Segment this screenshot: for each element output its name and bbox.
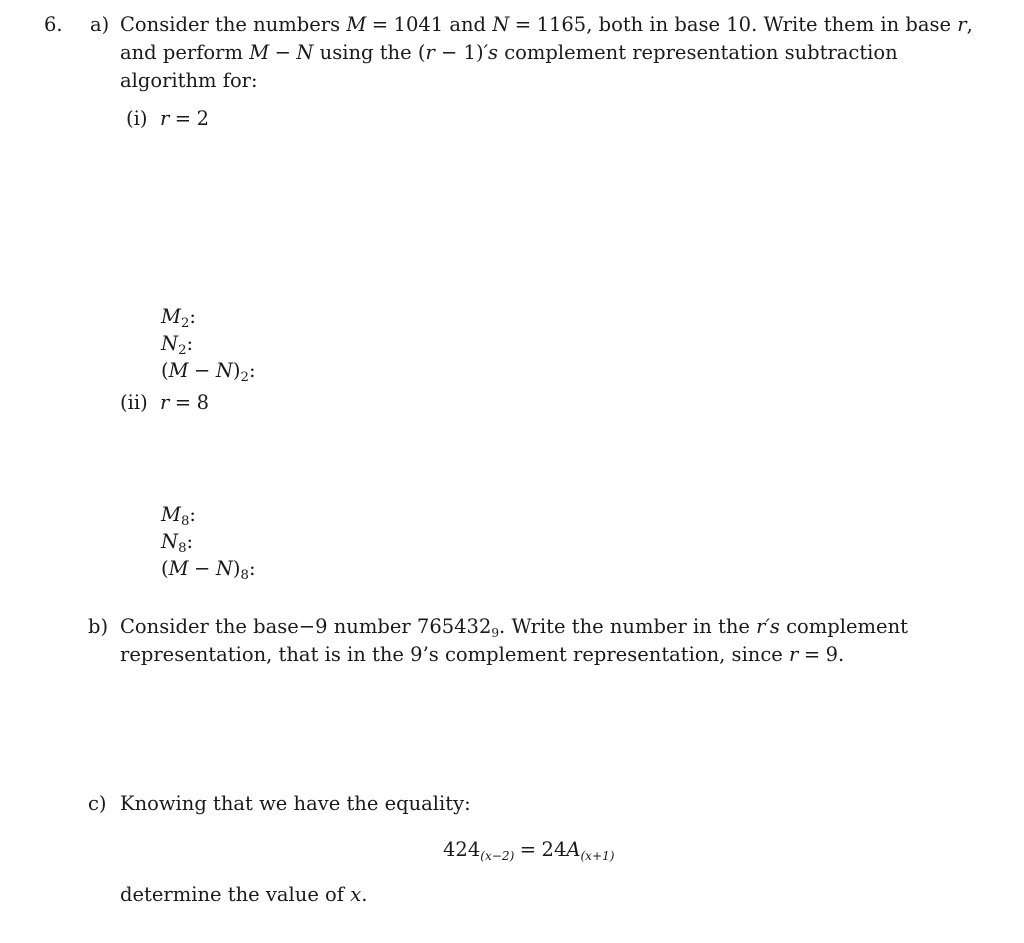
- colon: :: [186, 530, 194, 553]
- question-number: 6.: [44, 13, 63, 36]
- equals: =: [174, 391, 192, 414]
- rhs-base: (x+1): [580, 848, 615, 863]
- answer-row-diff-2: [161, 359, 256, 386]
- minus: −: [274, 41, 291, 64]
- subscript: 8: [240, 568, 249, 584]
- subscript: 8: [180, 514, 190, 530]
- part-a-label: a): [90, 13, 110, 36]
- math-r: r: [957, 13, 967, 36]
- base-9-number: 765432: [416, 615, 492, 638]
- part-c-line-2: [120, 885, 367, 905]
- text: . Write the number in the: [499, 615, 750, 638]
- subscript: 2: [240, 370, 249, 386]
- math-N: N: [215, 359, 233, 382]
- part-c-label: c): [88, 792, 107, 815]
- part-a-line-3: algorithm for:: [120, 69, 258, 92]
- paren-open: (: [161, 557, 169, 580]
- text: determine the value of: [120, 883, 345, 906]
- paren-close: ): [232, 359, 241, 382]
- math-M: M: [161, 305, 181, 328]
- paren-open: (: [161, 359, 169, 382]
- equals: =: [371, 13, 389, 36]
- M-value: 1041: [393, 13, 444, 36]
- rhs-digit-A: A: [566, 838, 581, 861]
- colon: :: [189, 305, 196, 328]
- math-r: r: [789, 643, 799, 666]
- math-N: N: [296, 41, 314, 64]
- equals: =: [803, 643, 821, 666]
- answer-row-M8: [161, 503, 196, 530]
- math-M: M: [168, 359, 189, 382]
- math-N: N: [161, 530, 179, 553]
- math-r: r: [160, 391, 170, 414]
- value: 8: [196, 391, 209, 414]
- answer-row-diff-8: [161, 557, 256, 584]
- sub-i-label: (i): [126, 107, 148, 130]
- part-b-line-2: [120, 645, 844, 665]
- text: − 1): [441, 41, 484, 64]
- rhs-number: 24: [541, 838, 567, 861]
- equals: =: [519, 838, 537, 861]
- value: 2: [196, 107, 209, 130]
- text: representation, that is in the 9’s complement representation, since: [120, 643, 783, 666]
- sub-ii-condition: [160, 393, 209, 413]
- paren-close: ): [232, 557, 241, 580]
- N-value: 1165,: [536, 13, 593, 36]
- answer-row-N2: [161, 332, 194, 359]
- colon: :: [248, 359, 256, 382]
- period: .: [361, 883, 368, 906]
- text: and perform: [120, 41, 243, 64]
- equals: =: [174, 107, 192, 130]
- subscript: 2: [180, 316, 190, 332]
- answer-row-M2: [161, 305, 196, 332]
- subscript: 8: [178, 541, 187, 557]
- math-M: M: [161, 503, 181, 526]
- math-N: N: [492, 13, 510, 36]
- lhs-base: (x−2): [480, 848, 515, 863]
- subscript: 2: [178, 343, 187, 359]
- text: Consider the numbers: [120, 13, 341, 36]
- minus: −: [194, 557, 211, 580]
- sub-i-condition: [160, 109, 209, 129]
- math-M: M: [346, 13, 367, 36]
- part-a-line-2: [120, 43, 898, 63]
- part-b-label: b): [88, 615, 109, 638]
- text: Consider the base−9 number: [120, 615, 411, 638]
- part-b-line-1: [120, 615, 908, 640]
- text: complement representation subtraction: [504, 41, 898, 64]
- colon: :: [248, 557, 256, 580]
- math-M: M: [249, 41, 270, 64]
- math-r: r: [425, 41, 435, 64]
- part-c-line-1: Knowing that we have the equality:: [120, 792, 471, 815]
- text: and: [449, 13, 487, 36]
- math-N: N: [215, 557, 233, 580]
- prime-s: ′s: [483, 41, 498, 64]
- comma: ,: [966, 13, 973, 36]
- math-M: M: [168, 557, 189, 580]
- text: using the (: [319, 41, 426, 64]
- sub-ii-label: (ii): [120, 391, 148, 414]
- text: both in base 10. Write them in base: [598, 13, 952, 36]
- equals: =: [514, 13, 532, 36]
- base-subscript: 9: [491, 625, 500, 640]
- value: 9.: [825, 643, 845, 666]
- lhs-number: 424: [443, 838, 481, 861]
- colon: :: [186, 332, 194, 355]
- part-a-line-1: [120, 15, 973, 35]
- math-r: r: [160, 107, 170, 130]
- math-x: x: [350, 883, 362, 906]
- minus: −: [194, 359, 211, 382]
- answer-row-N8: [161, 530, 194, 557]
- colon: :: [189, 503, 196, 526]
- equality-equation: [443, 838, 615, 863]
- math-N: N: [161, 332, 179, 355]
- math-r: r: [756, 615, 766, 638]
- text: complement: [786, 615, 908, 638]
- prime-s: ′s: [765, 615, 780, 638]
